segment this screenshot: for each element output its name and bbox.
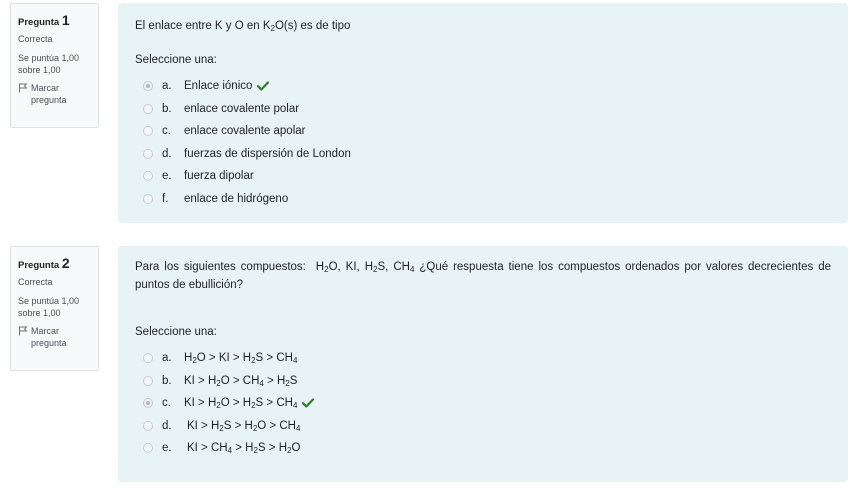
option-letter: d.	[162, 147, 172, 160]
radio-button[interactable]	[143, 376, 153, 386]
radio-button[interactable]	[143, 149, 153, 159]
question-label: Pregunta	[18, 260, 60, 271]
option-text: enlace de hidrógeno	[184, 192, 289, 205]
option-letter: f.	[162, 192, 169, 205]
question-1-content	[118, 3, 848, 223]
radio-button[interactable]	[143, 443, 153, 453]
question-1-info	[10, 3, 99, 128]
option-text: KI > $H_2O > H_2S > CH_4$	[184, 397, 298, 411]
answer-option[interactable]	[143, 98, 831, 121]
answer-list	[135, 75, 831, 210]
option-text: KI > $H_2O > CH_4 > H_2S$	[184, 374, 298, 388]
select-one-prompt: Seleccione una:	[135, 54, 217, 66]
option-text: KI > $CH_4 > H_2S > H_2O$	[187, 442, 301, 456]
radio-button[interactable]	[143, 194, 153, 204]
question-1-text: El enlace entre K y O en $K_2O(s)$ es de tipo	[135, 20, 351, 33]
flag-outline-icon	[18, 83, 28, 93]
option-text: Enlace iónico	[184, 80, 253, 93]
answer-option[interactable]	[143, 370, 831, 393]
option-text: enlace covalente polar	[184, 102, 300, 115]
flag-question-label: Marcar pregunta	[31, 83, 67, 105]
radio-button[interactable]	[143, 398, 153, 408]
answer-option[interactable]	[143, 75, 831, 98]
answer-option[interactable]	[143, 188, 831, 211]
select-one-prompt: Seleccione una:	[135, 326, 217, 338]
option-letter: a.	[162, 352, 172, 365]
option-text: enlace covalente apolar	[184, 125, 306, 138]
question-number	[18, 255, 91, 271]
radio-button[interactable]	[143, 171, 153, 181]
question-2-info	[10, 246, 99, 371]
question-grade: Se puntúa 1,00 sobre 1,00	[18, 296, 80, 318]
answer-option[interactable]	[143, 392, 831, 415]
option-text: $H_2O$ > KI > $H_2S > CH_4$	[184, 352, 298, 366]
option-text: fuerzas de dispersión de London	[184, 147, 351, 160]
option-letter: e.	[162, 170, 172, 183]
question-state: Correcta	[18, 277, 53, 287]
question-2-content	[118, 246, 848, 482]
check-icon	[302, 398, 314, 408]
check-icon	[257, 81, 269, 91]
question-2-text: Para los siguientes compuestos: $H_2O$, KI, $H_2S$, $CH_4$ ¿Qué respuesta tiene los compuestos ordenados por valores decrecientes de puntos de ebullición?	[135, 261, 832, 291]
option-letter: b.	[162, 374, 172, 387]
option-letter: c.	[162, 397, 171, 410]
answer-option[interactable]	[143, 143, 831, 166]
radio-button[interactable]	[143, 353, 153, 363]
flag-question-label: Marcar pregunta	[31, 326, 67, 348]
answer-list	[135, 347, 831, 460]
option-letter: c.	[162, 125, 171, 138]
answer-option[interactable]	[143, 165, 831, 188]
flag-question-link[interactable]	[18, 325, 91, 349]
radio-button[interactable]	[143, 126, 153, 136]
option-letter: b.	[162, 102, 172, 115]
option-text: fuerza dipolar	[184, 170, 254, 183]
question-number	[18, 12, 91, 28]
option-text: KI > $H_2S > H_2O > CH_4$	[187, 419, 301, 433]
answer-option[interactable]	[143, 347, 831, 370]
option-letter: a.	[162, 80, 172, 93]
answer-option[interactable]	[143, 415, 831, 438]
option-letter: e.	[162, 442, 172, 455]
flag-outline-icon	[18, 326, 28, 336]
question-number-value: 2	[61, 255, 70, 271]
option-letter: d.	[162, 419, 172, 432]
question-state: Correcta	[18, 34, 53, 44]
answer-option[interactable]	[143, 120, 831, 143]
question-number-value: 1	[61, 12, 70, 28]
radio-button[interactable]	[143, 81, 153, 91]
question-label: Pregunta	[18, 17, 60, 28]
question-grade: Se puntúa 1,00 sobre 1,00	[18, 53, 80, 75]
radio-button[interactable]	[143, 104, 153, 114]
flag-question-link[interactable]	[18, 82, 91, 106]
answer-option[interactable]	[143, 437, 831, 460]
radio-button[interactable]	[143, 421, 153, 431]
